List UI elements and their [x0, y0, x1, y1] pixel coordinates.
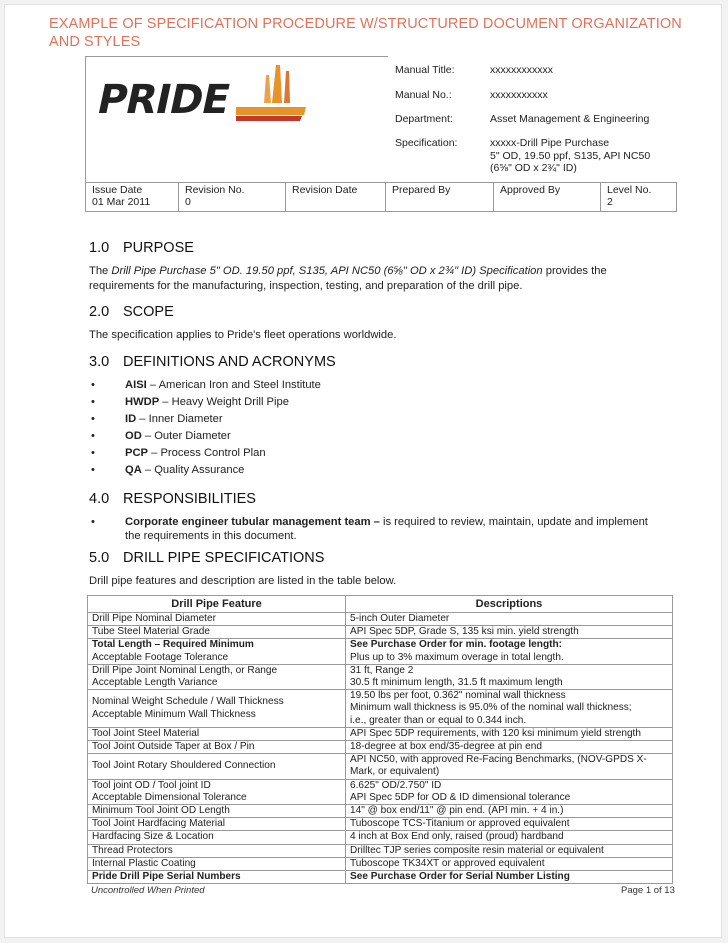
- cell-line: API Spec 5DP, Grade S, 135 ksi min. yield strength: [350, 626, 579, 638]
- responsibility-item: • Corporate engineer tubular management team – is required to review, maintain, update and implement the requirements in this document.: [89, 515, 649, 543]
- description-cell: [346, 690, 673, 728]
- cell-line: 6.625" OD/2.750" ID: [350, 779, 442, 791]
- revision-cell: Revision No. 0: [179, 183, 286, 212]
- list-item: • OD – Outer Diameter: [89, 429, 321, 446]
- description-cell: [346, 613, 673, 626]
- table-row: [88, 690, 673, 728]
- revision-cell: Revision Date: [286, 183, 386, 212]
- section-heading-responsibilities: 4.0 RESPONSIBILITIES: [89, 491, 256, 507]
- description-cell: [346, 754, 673, 779]
- meta-value: xxxxxxxxxxx: [490, 89, 548, 101]
- scope-paragraph: The specification applies to Pride's fleet operations worldwide.: [89, 329, 397, 341]
- list-item: • QA – Quality Assurance: [89, 463, 321, 480]
- cell-line: Plus up to 3% maximum overage in total length.: [350, 651, 564, 663]
- feature-cell: [88, 844, 346, 857]
- description-cell: [346, 831, 673, 844]
- description-cell: [346, 805, 673, 818]
- cell-line: Tool Joint Steel Material: [92, 727, 200, 739]
- cell-line: 18-degree at box end/35-degree at pin end: [350, 741, 542, 753]
- cell-line: Acceptable Minimum Wall Thickness: [92, 708, 256, 720]
- table-row: [88, 805, 673, 818]
- cell-line: Total Length – Required Minimum: [92, 639, 254, 651]
- section-heading-definitions: 3.0 DEFINITIONS AND ACRONYMS: [89, 354, 336, 370]
- meta-label: Manual Title:: [395, 64, 455, 76]
- feature-cell: [88, 664, 346, 689]
- table-row: [88, 613, 673, 626]
- description-cell: [346, 727, 673, 740]
- table-row: [88, 741, 673, 754]
- footer-uncontrolled-note: Uncontrolled When Printed: [91, 885, 205, 896]
- column-header: Drill Pipe Feature: [88, 596, 346, 613]
- meta-value: [490, 137, 650, 175]
- description-cell: [346, 664, 673, 689]
- spec-line: xxxxx-Drill Pipe Purchase: [490, 137, 610, 149]
- cell-line: Acceptable Footage Tolerance: [92, 651, 229, 663]
- table-row: [88, 871, 673, 884]
- feature-cell: [88, 871, 346, 884]
- definitions-list: [89, 378, 321, 480]
- revision-cell: Prepared By: [386, 183, 494, 212]
- specs-intro: Drill pipe features and description are listed in the table below.: [89, 575, 397, 587]
- cell-line: Drill Pipe Joint Nominal Length, or Range: [92, 664, 278, 676]
- description-cell: [346, 857, 673, 870]
- list-item: • ID – Inner Diameter: [89, 412, 321, 429]
- document-page: [4, 4, 722, 938]
- spec-line: 5" OD, 19.50 ppf, S135, API NC50: [490, 149, 651, 162]
- table-row: [88, 664, 673, 689]
- feature-cell: [88, 831, 346, 844]
- cell-line: See Purchase Order for Serial Number Listing: [350, 871, 570, 883]
- cell-line: API Spec 5DP requirements, with 120 ksi minimum yield strength: [350, 727, 641, 739]
- spec-table: [87, 595, 673, 884]
- meta-label: Manual No.:: [395, 89, 452, 101]
- description-cell: [346, 844, 673, 857]
- table-row: [88, 831, 673, 844]
- section-heading-specs: 5.0 DRILL PIPE SPECIFICATIONS: [89, 550, 325, 566]
- description-cell: [346, 779, 673, 804]
- cell-line: i.e., greater than or equal to 0.344 inch.: [350, 714, 527, 726]
- description-cell: [346, 626, 673, 639]
- section-heading-purpose: 1.0 PURPOSE: [89, 240, 194, 256]
- description-cell: [346, 741, 673, 754]
- revision-cell: Level No. 2: [601, 183, 677, 212]
- cell-line: Minimum Tool Joint OD Length: [92, 805, 230, 817]
- meta-value: xxxxxxxxxxxx: [490, 64, 553, 76]
- page-number: Page 1 of 13: [621, 885, 675, 896]
- feature-cell: [88, 626, 346, 639]
- feature-cell: [88, 639, 346, 664]
- cell-line: 30.5 ft minimum length, 31.5 ft maximum length: [350, 677, 563, 689]
- feature-cell: [88, 779, 346, 804]
- cell-line: Internal Plastic Coating: [92, 857, 196, 869]
- revision-row: [86, 183, 677, 212]
- feature-cell: [88, 727, 346, 740]
- cell-line: Drilltec TJP series composite resin material or equivalent: [350, 844, 604, 856]
- company-logo: [85, 56, 388, 183]
- feature-cell: [88, 857, 346, 870]
- table-row: [88, 844, 673, 857]
- logo-swoosh-icon: [236, 63, 306, 123]
- list-item: • HWDP – Heavy Weight Drill Pipe: [89, 395, 321, 412]
- cell-line: Acceptable Length Variance: [92, 677, 218, 689]
- table-row: [88, 626, 673, 639]
- cell-line: 31 ft, Range 2: [350, 664, 414, 676]
- feature-cell: [88, 818, 346, 831]
- cell-line: 5-inch Outer Diameter: [350, 613, 450, 624]
- description-cell: [346, 871, 673, 884]
- meta-value: Asset Management & Engineering: [490, 113, 650, 125]
- cell-line: Thread Protectors: [92, 844, 173, 856]
- table-row: [88, 639, 673, 664]
- revision-cell: Issue Date 01 Mar 2011: [86, 183, 179, 212]
- description-cell: [346, 818, 673, 831]
- section-heading-scope: 2.0 SCOPE: [89, 304, 174, 320]
- feature-cell: [88, 754, 346, 779]
- spec-line: (6⅝" OD x 2¾" ID): [490, 162, 577, 174]
- logo-wordmark: PRIDE: [93, 77, 234, 123]
- column-header: Descriptions: [346, 596, 673, 613]
- cell-line: Acceptable Dimensional Tolerance: [92, 791, 247, 803]
- meta-label: Department:: [395, 113, 453, 125]
- cell-line: Tool Joint Rotary Shouldered Connection: [92, 760, 276, 772]
- revision-cell: Approved By: [494, 183, 601, 212]
- description-cell: [346, 639, 673, 664]
- revision-table: [85, 182, 677, 212]
- cell-line: Tool Joint Outside Taper at Box / Pin: [92, 741, 255, 753]
- table-row: [88, 754, 673, 779]
- feature-cell: [88, 805, 346, 818]
- cell-line: Minimum wall thickness is 95.0% of the nominal wall thickness;: [350, 702, 632, 714]
- cell-line: See Purchase Order for min. footage length:: [350, 639, 563, 651]
- feature-cell: [88, 690, 346, 728]
- cell-line: Drill Pipe Nominal Diameter: [92, 613, 216, 624]
- cell-line: Tool Joint Hardfacing Material: [92, 818, 225, 830]
- cell-line: Hardfacing Size & Location: [92, 831, 214, 843]
- table-row: [88, 727, 673, 740]
- cell-line: 4 inch at Box End only, raised (proud) hardband: [350, 831, 564, 843]
- meta-label: Specification:: [395, 137, 458, 149]
- cell-line: Mark, or equivalent): [350, 766, 440, 778]
- document-title: EXAMPLE OF SPECIFICATION PROCEDURE W/STRUCTURED DOCUMENT ORGANIZATION AND STYLES: [49, 16, 682, 50]
- feature-cell: [88, 613, 346, 626]
- cell-line: API Spec 5DP for OD & ID dimensional tolerance: [350, 791, 571, 803]
- cell-line: 19.50 lbs per foot, 0.362" nominal wall thickness: [350, 690, 566, 702]
- purpose-paragraph: The Drill Pipe Purchase 5" OD. 19.50 ppf, S135, API NC50 (6⅝" OD x 2¾" ID) Specification provides the requirements for the manufacturing, inspection, testing, and preparation of the drill pipe.: [89, 265, 607, 292]
- table-row: [88, 818, 673, 831]
- cell-line: Pride Drill Pipe Serial Numbers: [92, 871, 241, 883]
- cell-line: Tool joint OD / Tool joint ID: [92, 779, 211, 791]
- table-row: [88, 857, 673, 870]
- list-item: • AISI – American Iron and Steel Institute: [89, 378, 321, 395]
- cell-line: Tube Steel Material Grade: [92, 626, 211, 638]
- cell-line: Tuboscope TK34XT or approved equivalent: [350, 857, 545, 869]
- cell-line: Nominal Weight Schedule / Wall Thickness: [92, 696, 284, 708]
- list-item: • PCP – Process Control Plan: [89, 446, 321, 463]
- cell-line: Tuboscope TCS-Titanium or approved equivalent: [350, 818, 570, 830]
- feature-cell: [88, 741, 346, 754]
- cell-line: 14" @ box end/11" @ pin end. (API min. + 4 in.): [350, 805, 564, 817]
- table-row: [88, 779, 673, 804]
- spec-table-header: [88, 596, 673, 613]
- cell-line: API NC50, with approved Re-Facing Benchmarks, (NOV-GPDS X-: [350, 754, 647, 766]
